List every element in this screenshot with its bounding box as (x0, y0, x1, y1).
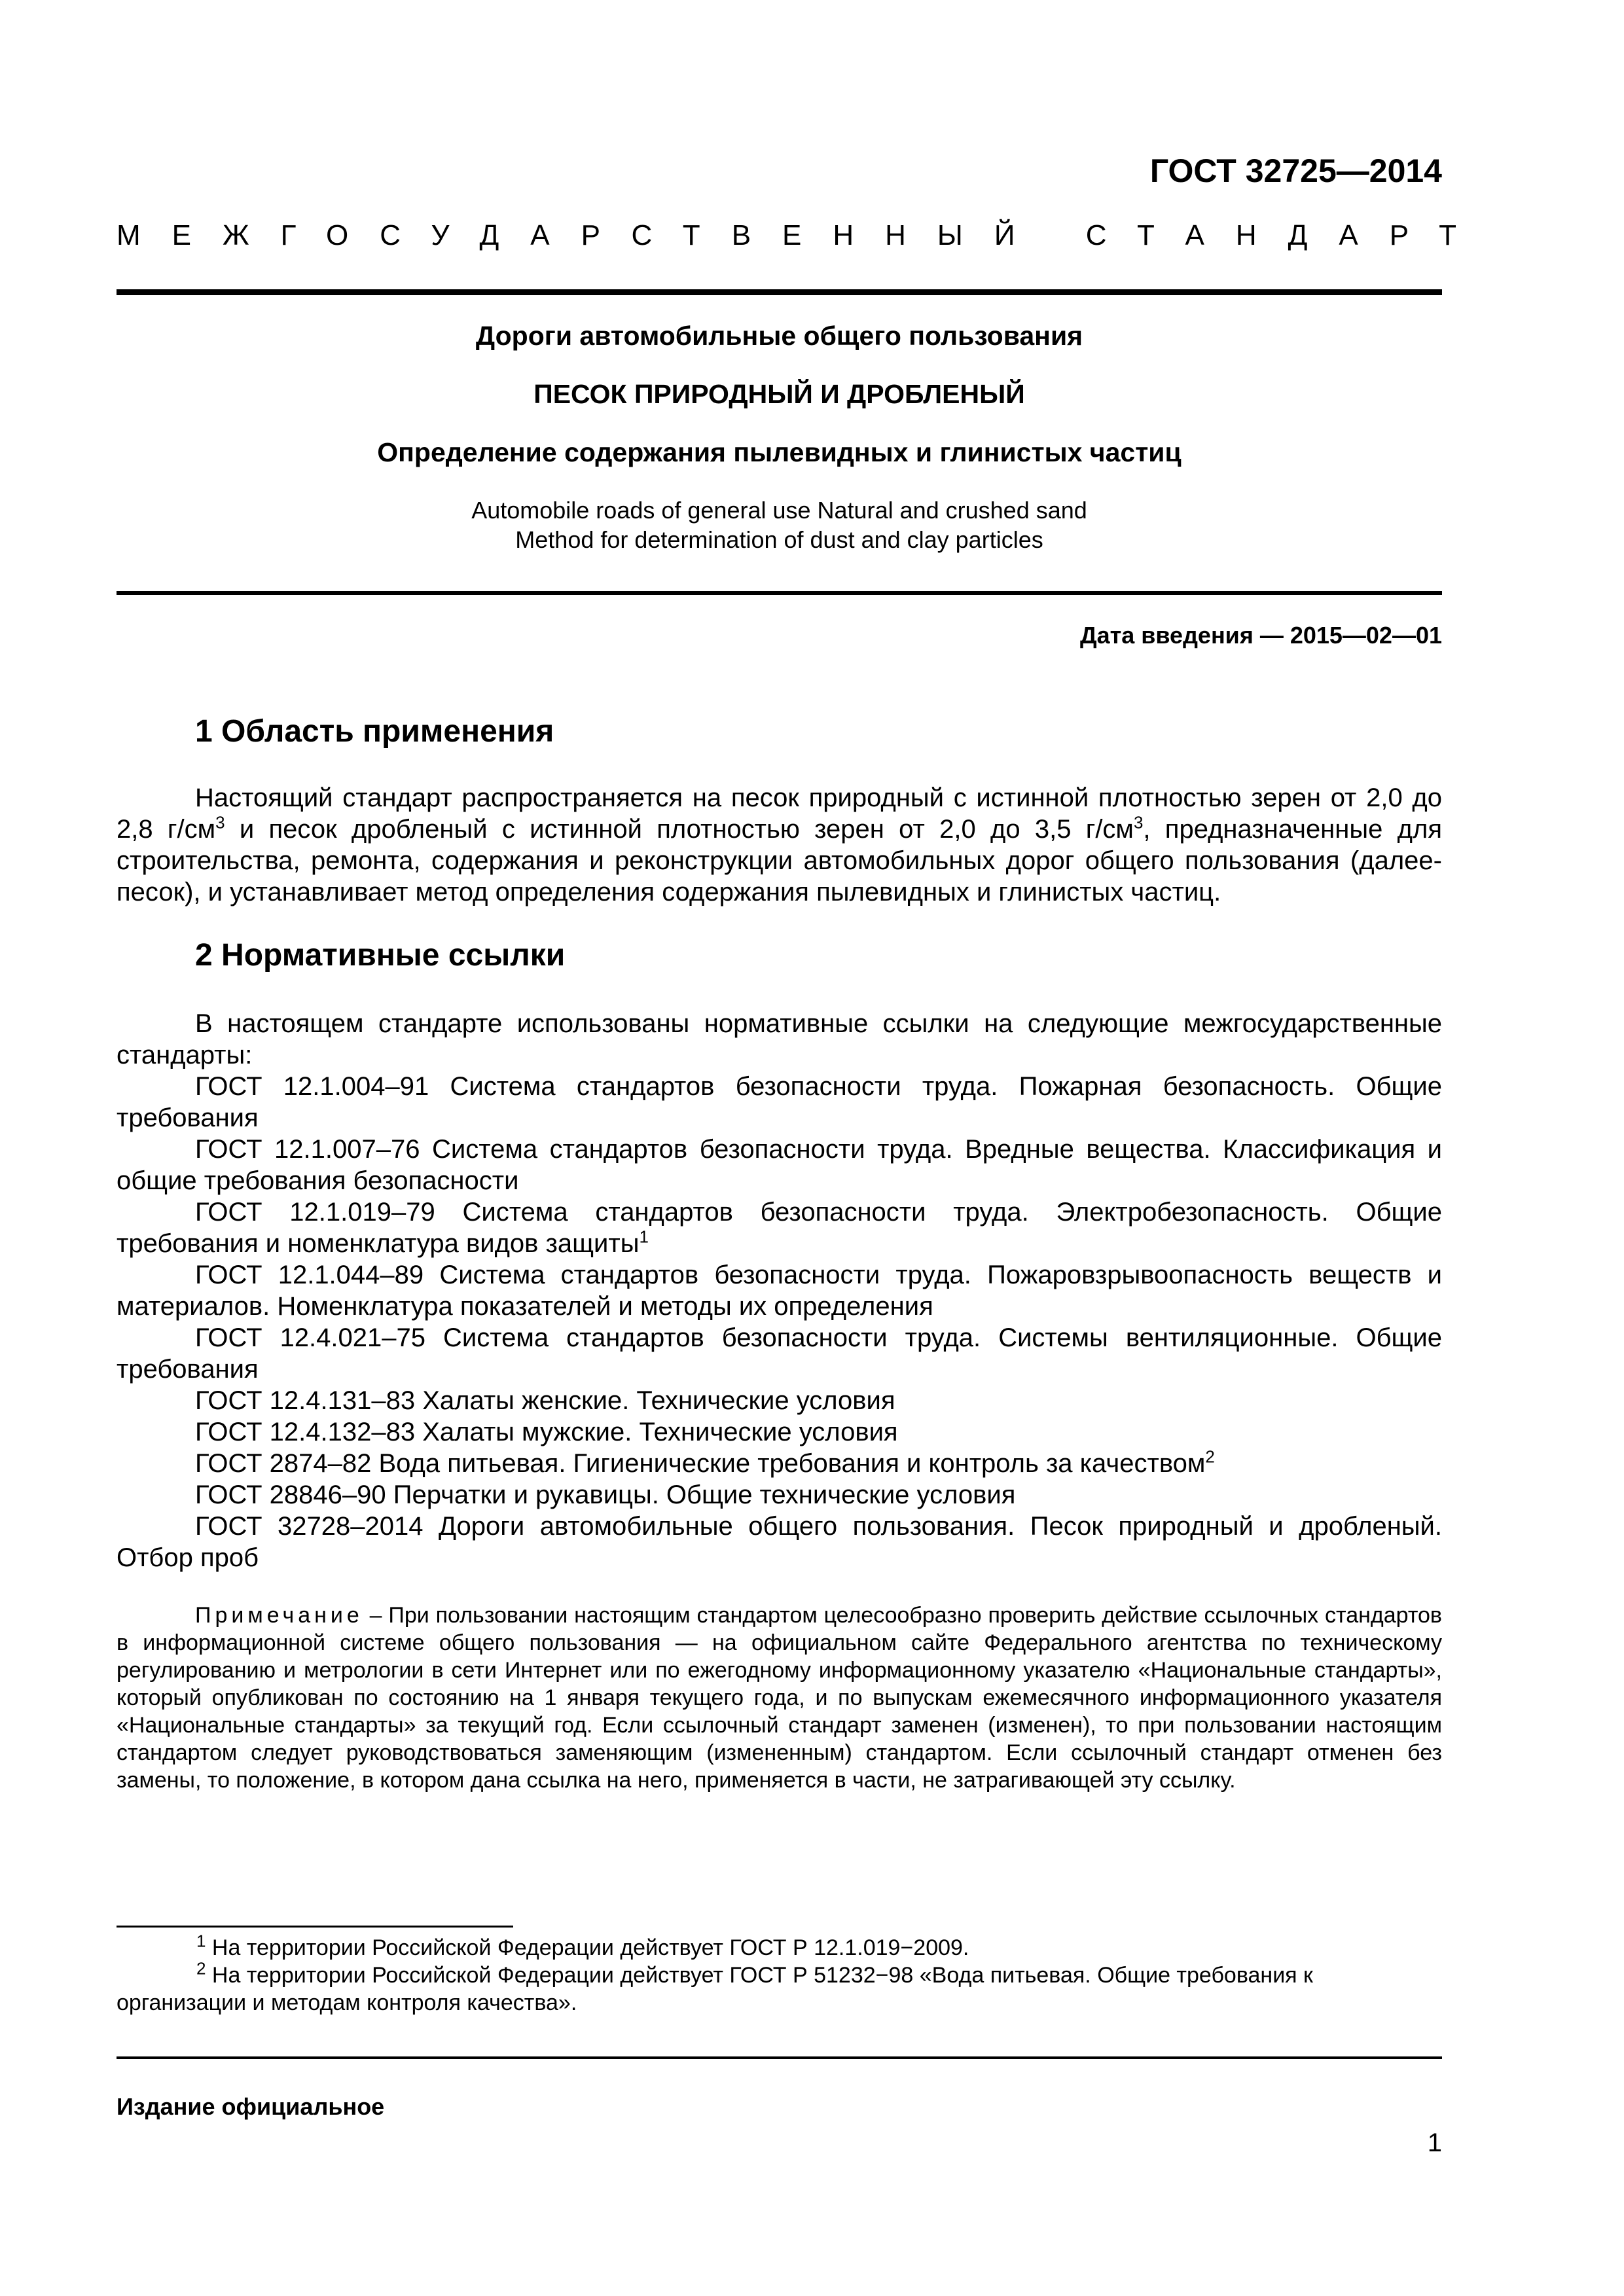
section-1-text-b: и песок дробленый с истинной плотностью зерен от 2,0 до 3,5 г/см (225, 815, 1134, 844)
title-english-line-2: Method for determination of dust and clay particles (515, 526, 1043, 553)
note-text: – При пользовании настоящим стандартом целесообразно проверить действие ссылочных стандартов в информационной системе общего пользования — на официальном сайте Федерального агентства по техническому регулированию и метрологии в сети Интернет или по ежегодному информационному указателю «Национальные стандарты», который опубликован по состоянию на 1 января текущего года, и по выпускам ежемесячного информационного указателя «Национальные стандарты» за текущий год. Если ссылочный стандарт заменен (изменен), то при пользовании настоящим стандартом следует руководствоваться заменяющим (измененным) стандартом. Если ссылочный стандарт отменен без замены, то положение, в котором дана ссылка на него, применяется в части, не затрагивающей эту ссылку. (117, 1603, 1442, 1793)
superscript: 3 (215, 812, 225, 833)
title-line-1: Дороги автомобильные общего пользования (475, 321, 1083, 351)
document-number: ГОСТ 32725—2014 (1149, 152, 1442, 189)
footnote-marker: 1 (639, 1227, 649, 1247)
reference-item: ГОСТ 12.4.132–83 Халаты мужские. Технические условия (195, 1418, 898, 1446)
section-1-text-c: , предназначенные для строительства, ремонта, содержания и реконструкции автомобильных дорог общего пользования (далее-песок), и устанавливает метод определения содержания пылевидных и глинистых частиц. (117, 815, 1442, 906)
section-1-heading: 1 Область применения (195, 714, 554, 749)
title-line-2: ПЕСОК ПРИРОДНЫЙ И ДРОБЛЕНЫЙ (533, 379, 1025, 409)
section-1-text-a: Настоящий стандарт распространяется на песок природный с истинной плотностью зерен от 2,0 до 2,8 г/см (117, 783, 1442, 844)
footnote-mark: 1 (196, 1931, 206, 1951)
title-english (117, 495, 1442, 554)
reference-item: ГОСТ 12.1.019–79 Система стандартов безопасности труда. Электробезопасность. Общие требования и номенклатура видов защиты$^1$ (117, 1198, 1442, 1258)
reference-item: ГОСТ 2874–82 Вода питьевая. Гигиенические требования и контроль за качеством$^2$ (195, 1446, 1215, 1478)
reference-item: ГОСТ 12.1.007–76 Система стандартов безопасности труда. Вредные вещества. Классификация и общие требования безопасности (117, 1135, 1442, 1195)
note-paragraph (117, 1602, 1442, 1794)
footnote-2: $^2$ На территории Российской Федерации действует ГОСТ Р 51232−98 «Вода питьевая. Общие требования к организации и методам контроля качества». (117, 1958, 1313, 2015)
superscript: 3 (1133, 812, 1144, 833)
reference-item: ГОСТ 32728–2014 Дороги автомобильные общего пользования. Песок природный и дробленый. Отбор проб (117, 1512, 1442, 1572)
section-1-paragraph (117, 782, 1442, 908)
footnote-separator (117, 1926, 513, 1928)
standard-type: МЕЖГОСУДАРСТВЕННЫЙ СТАНДАРТ (117, 219, 1488, 251)
footer-rule (117, 2056, 1442, 2059)
footnote-1: $^1$ На территории Российской Федерации действует ГОСТ Р 12.1.019−2009. (196, 1931, 969, 1960)
references-intro: В настоящем стандарте использованы нормативные ссылки на следующие межгосударственные стандарты: (117, 1009, 1442, 1069)
reference-item: ГОСТ 12.1.044–89 Система стандартов безопасности труда. Пожаровзрывоопасность веществ и материалов. Номенклатура показателей и методы их определения (117, 1261, 1442, 1321)
footnote-mark: 2 (196, 1958, 206, 1979)
title-line-3: Определение содержания пылевидных и глинистых частиц (377, 437, 1182, 467)
references-list (117, 1008, 1442, 1573)
reference-item: ГОСТ 12.4.131–83 Халаты женские. Технические условия (195, 1386, 895, 1415)
page-number: 1 (1427, 2128, 1442, 2157)
section-2-heading: 2 Нормативные ссылки (195, 938, 566, 973)
date-of-introduction: Дата введения — 2015—02—01 (1079, 622, 1442, 649)
reference-item: ГОСТ 12.4.021–75 Система стандартов безопасности труда. Системы вентиляционные. Общие требования (117, 1323, 1442, 1384)
edition-label: Издание официальное (117, 2093, 385, 2120)
header-rule (117, 289, 1442, 295)
title-english-line-1: Automobile roads of general use Natural and crushed sand (471, 497, 1087, 524)
title-rule (117, 591, 1442, 595)
reference-item: ГОСТ 12.1.004–91 Система стандартов безопасности труда. Пожарная безопасность. Общие требования (117, 1072, 1442, 1132)
title-block (117, 321, 1442, 554)
note-label: Примечание (195, 1603, 363, 1628)
reference-item: ГОСТ 28846–90 Перчатки и рукавицы. Общие технические условия (195, 1480, 1016, 1509)
footnote-marker: 2 (1205, 1446, 1215, 1467)
